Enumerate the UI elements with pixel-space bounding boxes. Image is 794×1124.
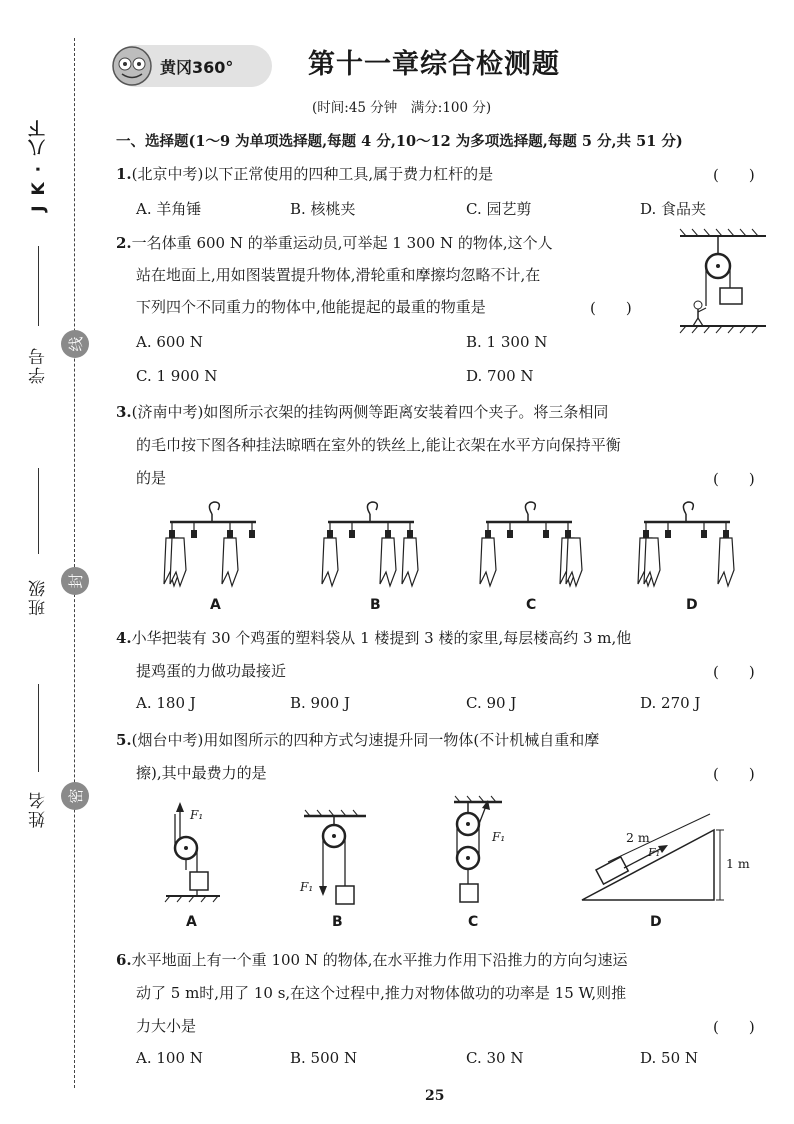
q6-option-c[interactable]: C. 30 N	[466, 1049, 524, 1067]
question-5-number: 5.	[116, 731, 132, 749]
book-code: J K · 八下	[29, 118, 49, 212]
question-4-number: 4.	[116, 629, 132, 647]
q6-option-d[interactable]: D. 50 N	[640, 1049, 699, 1067]
q4-option-d[interactable]: D. 270 J	[640, 694, 701, 712]
hanger-figure-b	[322, 502, 418, 586]
question-3-text-1: (济南中考)如图所示衣架的挂钩两侧等距离安装着四个夹子。将三条相同	[131, 403, 609, 421]
name-label: 姓名	[29, 790, 49, 828]
hanger-figure-d	[638, 502, 734, 586]
section-heading: 一、选择题(1～9 为单项选择题,每题 4 分,10～12 为多项选择题,每题 5 分,共 51 分)	[116, 133, 683, 150]
question-4-line-2: 提鸡蛋的力做功最接近	[136, 662, 287, 680]
answer-blank-4[interactable]: ( )	[713, 663, 755, 681]
q5-caption-c: C	[468, 914, 479, 930]
question-2-line-3: 下列四个不同重力的物体中,他能提起的最重的物重是	[136, 298, 486, 316]
q2-option-c[interactable]: C. 1 900 N	[136, 367, 218, 385]
q5-caption-d: D	[650, 914, 662, 930]
question-5-line-1	[116, 730, 599, 750]
answer-blank-5[interactable]: ( )	[713, 765, 755, 783]
q2-option-b[interactable]: B. 1 300 N	[466, 333, 548, 351]
q1-option-b[interactable]: B. 核桃夹	[290, 200, 356, 218]
question-4-line-1	[116, 628, 631, 648]
name-blank	[38, 684, 39, 772]
q3-caption-c: C	[526, 597, 537, 613]
question-2-number: 2.	[116, 234, 132, 252]
page-title: 第十一章综合检测题	[308, 49, 560, 80]
question-5-line-2: 擦),其中最费力的是	[136, 764, 267, 782]
q4-option-b[interactable]: B. 900 J	[290, 694, 350, 712]
page-number: 25	[425, 1088, 445, 1104]
question-6-text-1: 水平地面上有一个重 100 N 的物体,在水平推力作用下沿推力的方向匀速运	[131, 951, 628, 969]
q5-slope-length: 2 m	[626, 830, 650, 845]
class-blank	[38, 468, 39, 554]
q5-c-force-label: F₁	[492, 830, 506, 844]
q5-caption-b: B	[332, 914, 343, 930]
q3-hanger-diagrams	[150, 500, 760, 600]
q2-option-a[interactable]: A. 600 N	[136, 333, 203, 351]
question-1-number: 1.	[116, 165, 132, 183]
answer-blank-3[interactable]: ( )	[713, 470, 755, 488]
question-1-line-1: (北京中考)以下正常使用的四种工具,属于费力杠杆的是	[131, 165, 494, 183]
question-2-line-2: 站在地面上,用如图装置提升物体,滑轮重和摩擦均忽略不计,在	[136, 266, 541, 284]
q1-option-c[interactable]: C. 园艺剪	[466, 200, 532, 218]
q5-diagram-b	[296, 808, 376, 912]
q1-option-d[interactable]: D. 食品夹	[640, 200, 707, 218]
question-3-line-2: 的毛巾按下图各种挂法晾晒在室外的铁丝上,能让衣架在水平方向保持平衡	[136, 436, 621, 454]
question-2-text-1: 一名体重 600 N 的举重运动员,可举起 1 300 N 的物体,这个人	[131, 234, 553, 252]
q4-option-c[interactable]: C. 90 J	[466, 694, 517, 712]
brand-name: 黄冈360°	[160, 57, 234, 77]
seal-secret-mark: 密	[61, 782, 89, 810]
question-1-text	[116, 164, 493, 184]
q6-option-b[interactable]: B. 500 N	[290, 1049, 358, 1067]
question-6-line-2: 动了 5 m时,用了 10 s,在这个过程中,推力对物体做功的功率是 15 W,则推	[136, 984, 627, 1002]
answer-blank-2[interactable]: ( )	[590, 299, 632, 317]
q3-caption-a: A	[210, 597, 221, 613]
question-5-text-1: (烟台中考)用如图所示的四种方式匀速提升同一物体(不计机械自重和摩	[131, 731, 600, 749]
q5-diagram-d	[578, 812, 728, 908]
q1-option-a[interactable]: A. 羊角锤	[136, 200, 202, 218]
hanger-figure-c	[480, 502, 582, 586]
question-6-number: 6.	[116, 951, 132, 969]
seal-seal-mark: 封	[61, 567, 89, 595]
q4-option-a[interactable]: A. 180 J	[136, 694, 196, 712]
mascot-logo-icon	[110, 44, 154, 88]
question-3-line-1	[116, 402, 608, 422]
question-3-number: 3.	[116, 403, 132, 421]
q2-option-d[interactable]: D. 700 N	[466, 367, 534, 385]
q6-option-a[interactable]: A. 100 N	[136, 1049, 203, 1067]
q5-diagram-c	[446, 796, 526, 912]
hanger-figure-a	[164, 502, 256, 586]
answer-blank-1[interactable]: ( )	[713, 166, 755, 184]
binding-dashed-line	[74, 38, 75, 1088]
q3-caption-d: D	[686, 597, 698, 613]
class-label: 班级	[29, 578, 49, 616]
exam-time-score: (时间:45 分钟 满分:100 分)	[312, 100, 492, 116]
q5-caption-a: A	[186, 914, 197, 930]
student-no-label: 学号	[29, 346, 49, 384]
answer-blank-6[interactable]: ( )	[713, 1018, 755, 1036]
seal-line-mark: 线	[61, 330, 89, 358]
question-6-line-3: 力大小是	[136, 1017, 197, 1035]
question-4-text-1: 小华把装有 30 个鸡蛋的塑料袋从 1 楼提到 3 楼的家里,每层楼高约 3 m,他	[131, 629, 632, 647]
q5-a-force-label: F₁	[190, 808, 204, 822]
q5-slope-height: 1 m	[726, 856, 750, 871]
question-2-line-1	[116, 233, 553, 253]
question-6-line-1	[116, 950, 628, 970]
brand-badge	[114, 45, 272, 87]
student-no-blank	[38, 246, 39, 326]
q3-caption-b: B	[370, 597, 381, 613]
q5-d-force-label: F₁	[648, 846, 661, 859]
question-3-line-3: 的是	[136, 469, 167, 487]
q2-pulley-diagram	[676, 226, 772, 330]
q5-b-force-label: F₁	[300, 880, 314, 894]
